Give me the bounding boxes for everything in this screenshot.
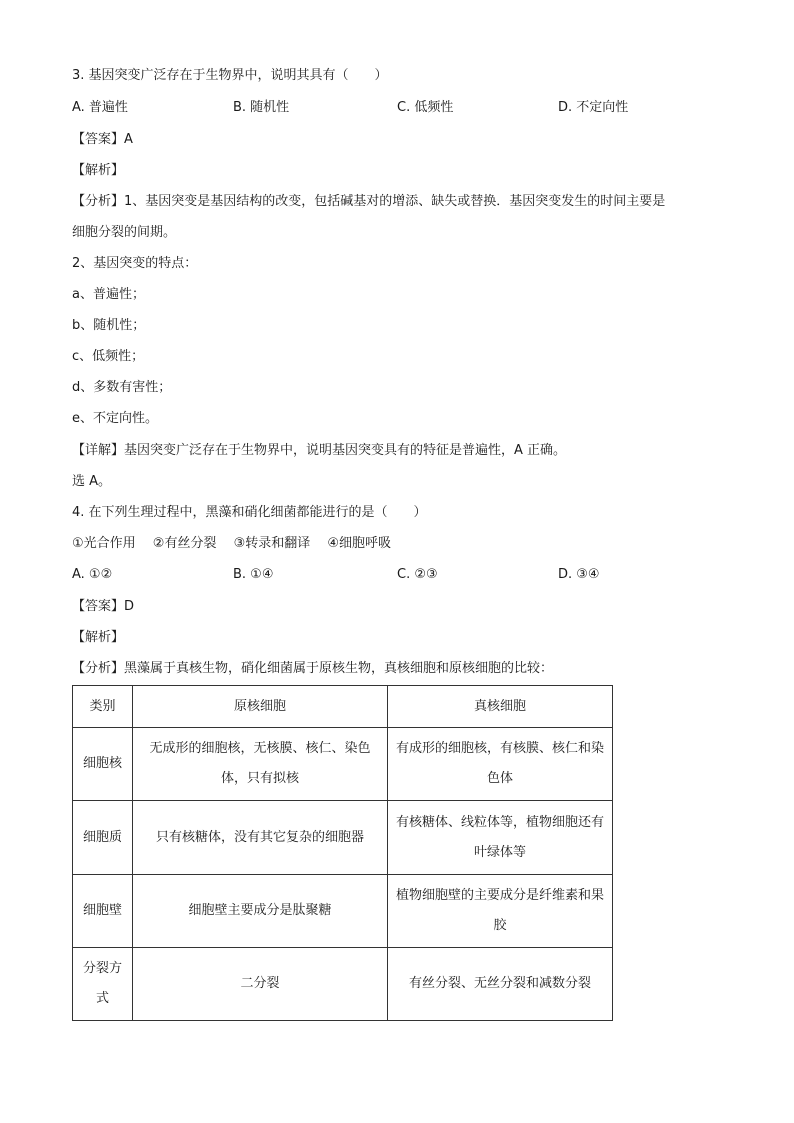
table-cell: 细胞核	[73, 728, 133, 801]
table-cell: 细胞质	[73, 801, 133, 875]
q4-answer: 【答案】D	[72, 599, 135, 614]
table-cell: 有成形的细胞核，有核膜、核仁和染色体	[388, 728, 613, 801]
table-cell: 细胞壁	[73, 875, 133, 948]
q4-stem: 4. 在下列生理过程中，黑藻和硝化细菌都能进行的是（ ）	[72, 505, 427, 520]
q4-items: ①光合作用 ②有丝分裂 ③转录和翻译 ④细胞呼吸	[72, 536, 392, 551]
q4-fenxi: 【分析】黑藻属于真核生物，硝化细菌属于原核生物，真核细胞和原核细胞的比较：	[72, 661, 554, 676]
q3-feature-b: b、随机性；	[72, 318, 146, 333]
q3-option-d: D. 不定向性	[558, 100, 629, 115]
q3-option-b: B. 随机性	[233, 100, 290, 115]
table-row	[73, 728, 613, 801]
q4-option-c: C. ②③	[397, 567, 438, 582]
table-cell: 植物细胞壁的主要成分是纤维素和果胶	[388, 875, 613, 948]
table-header-row	[73, 686, 613, 728]
q3-feature-d: d、多数有害性；	[72, 380, 172, 395]
table-header-cell: 真核细胞	[388, 686, 613, 728]
q3-detail: 【详解】基因突变广泛存在于生物界中，说明基因突变具有的特征是普遍性，A 正确。	[72, 443, 567, 458]
table-header-cell: 类别	[73, 686, 133, 728]
q4-option-d: D. ③④	[558, 567, 600, 582]
q4-option-a: A. ①②	[72, 567, 113, 582]
q4-jiexi-heading: 【解析】	[72, 630, 125, 645]
table-cell: 只有核糖体，没有其它复杂的细胞器	[133, 801, 388, 875]
table-cell: 分裂方式	[73, 948, 133, 1021]
q3-option-a: A. 普遍性	[72, 100, 128, 115]
q3-stem: 3. 基因突变广泛存在于生物界中，说明其具有（ ）	[72, 68, 388, 83]
table-row	[73, 875, 613, 948]
table-cell: 有核糖体、线粒体等，植物细胞还有叶绿体等	[388, 801, 613, 875]
q3-fenxi-line1: 【分析】1、基因突变是基因结构的改变，包括碱基对的增添、缺失或替换．基因突变发生的时间主要是	[72, 194, 666, 209]
q3-fenxi-line2: 细胞分裂的间期。	[72, 225, 177, 240]
q3-jiexi-heading: 【解析】	[72, 163, 125, 178]
q3-features-heading: 2、基因突变的特点：	[72, 256, 198, 271]
q3-feature-e: e、不定向性。	[72, 411, 158, 426]
q3-feature-c: c、低频性；	[72, 349, 145, 364]
table-header-cell: 原核细胞	[133, 686, 388, 728]
table-row	[73, 948, 613, 1021]
comparison-table	[72, 685, 613, 1021]
q3-answer: 【答案】A	[72, 132, 133, 147]
table-row	[73, 801, 613, 875]
q4-option-b: B. ①④	[233, 567, 274, 582]
q3-choose: 选 A。	[72, 474, 112, 489]
table-cell: 细胞壁主要成分是肽聚糖	[133, 875, 388, 948]
table-cell: 有丝分裂、无丝分裂和减数分裂	[388, 948, 613, 1021]
q3-option-c: C. 低频性	[397, 100, 454, 115]
q3-feature-a: a、普遍性；	[72, 287, 145, 302]
table-cell: 二分裂	[133, 948, 388, 1021]
table-cell: 无成形的细胞核，无核膜、核仁、染色体，只有拟核	[133, 728, 388, 801]
